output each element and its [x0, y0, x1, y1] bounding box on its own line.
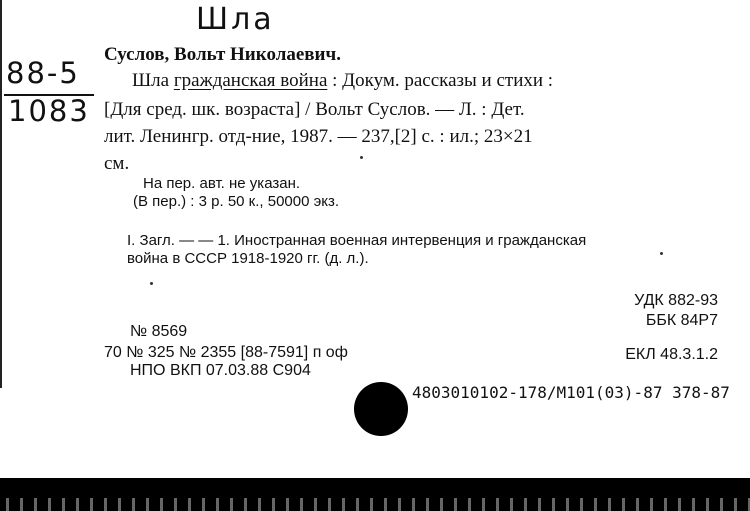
bbk-code: ББК 84Р7 [645, 312, 718, 329]
speck [360, 156, 363, 159]
title-prefix: Шла [132, 70, 174, 91]
description-line-4: см. [104, 153, 130, 174]
tracing-line-1: I. Загл. — — 1. Иностранная военная интервенция и гражданская [127, 232, 587, 249]
print-info-line-2: НПО ВКП 07.03.88 С904 [130, 362, 311, 379]
scan-edge-pattern [0, 498, 750, 511]
print-info-line-1: 70 № 325 № 2355 [88-7591] п оф [104, 344, 348, 361]
handwritten-shelf-mark-2: 1083 [8, 94, 90, 128]
description-line-3: лит. Ленингр. отд-ние, 1987. — 237,[2] с. : ил.; 23×21 [104, 126, 533, 147]
udk-code: УДК 882-93 [634, 292, 718, 309]
note-author-not-indicated: На пер. авт. не указан. [143, 175, 301, 192]
card-left-border [0, 0, 2, 388]
title-rest: : Докум. рассказы и стихи : [327, 70, 554, 91]
author-heading: Суслов, Вольт Николаевич. [104, 44, 341, 65]
speck [660, 252, 663, 255]
title-underlined: гражданская война [173, 70, 328, 91]
title-line-1 [132, 70, 553, 92]
description-line-2: [Для сред. шк. возраста] / Вольт Суслов. — Л. : Дет. [104, 99, 525, 120]
handwritten-note-top: Шла [196, 2, 275, 37]
punch-hole [354, 382, 408, 436]
card-number: № 8569 [130, 323, 188, 340]
speck [150, 282, 153, 285]
note-price-edition: (В пер.) : 3 р. 50 к., 50000 экз. [133, 193, 340, 210]
publisher-code: 4803010102-178/М101(03)-87 378-87 [412, 383, 730, 402]
tracing-line-2: война в СССР 1918-1920 гг. (д. л.). [127, 250, 369, 267]
ekl-code: ЕКЛ 48.3.1.2 [625, 346, 718, 363]
handwritten-shelf-mark-1: 88-5 [6, 56, 80, 90]
scan-edge-band [0, 478, 750, 498]
